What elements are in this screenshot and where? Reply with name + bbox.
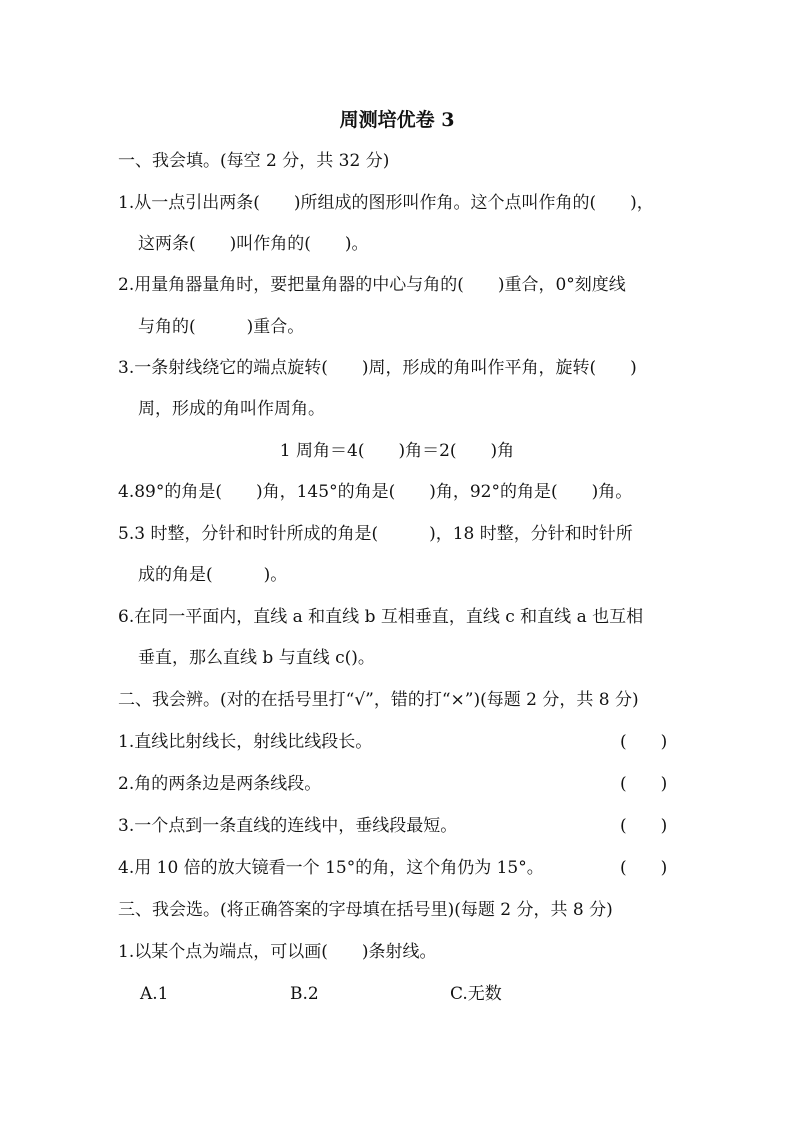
- question-2-line-2: 与角的( )重合。: [138, 317, 305, 337]
- question-3-line-2: 周，形成的角叫作周角。: [138, 399, 325, 419]
- section3-heading: 三、我会选。(将正确答案的字母填在括号里)(每题 2 分，共 8 分): [118, 900, 613, 920]
- judge-item-3-text: 3.一个点到一条直线的连线中，垂线段最短。: [118, 816, 458, 836]
- judge-item-3-answer-paren: ( ): [620, 816, 668, 836]
- question-3-line-1: 3.一条射线绕它的端点旋转( )周，形成的角叫作平角，旋转( ): [118, 358, 637, 378]
- judge-item-2-text: 2.角的两条边是两条线段。: [118, 774, 322, 794]
- question-3-line-3: 1 周角＝4( )角＝2( )角: [279, 441, 515, 461]
- judge-item-4-text: 4.用 10 倍的放大镜看一个 15°的角，这个角仍为 15°。: [118, 858, 544, 878]
- judge-item-4-answer-paren: ( ): [620, 858, 668, 878]
- choice-option-b: B.2: [290, 984, 319, 1004]
- page-title: 周测培优卷 3: [339, 109, 455, 131]
- choice-option-c: C.无数: [450, 984, 502, 1004]
- judge-item-1-text: 1.直线比射线长，射线比线段长。: [118, 732, 373, 752]
- question-6-line-1: 6.在同一平面内，直线 a 和直线 b 互相垂直，直线 c 和直线 a 也互相: [118, 607, 644, 627]
- question-2-line-1: 2.用量角器量角时，要把量角器的中心与角的( )重合，0°刻度线: [118, 275, 626, 295]
- judge-item-2-answer-paren: ( ): [620, 774, 668, 794]
- question-1-line-2: 这两条( )叫作角的( )。: [138, 234, 369, 254]
- question-5-line-2: 成的角是( )。: [138, 565, 288, 585]
- choice-question-1: 1.以某个点为端点，可以画( )条射线。: [118, 942, 437, 962]
- judge-item-1-answer-paren: ( ): [620, 732, 668, 752]
- question-4: 4.89°的角是( )角，145°的角是( )角，92°的角是( )角。: [118, 482, 633, 502]
- choice-option-a: A.1: [140, 984, 169, 1004]
- section1-heading: 一、我会填。(每空 2 分，共 32 分): [118, 151, 390, 171]
- question-6-line-2: 垂直，那么直线 b 与直线 c()。: [138, 648, 375, 668]
- section2-heading: 二、我会辨。(对的在括号里打“√”，错的打“×”)(每题 2 分，共 8 分): [118, 690, 639, 710]
- question-5-line-1: 5.3 时整，分针和时针所成的角是( )，18 时整，分针和时针所: [118, 524, 633, 544]
- question-1-line-1: 1.从一点引出两条( )所组成的图形叫作角。这个点叫作角的( )，: [118, 193, 654, 213]
